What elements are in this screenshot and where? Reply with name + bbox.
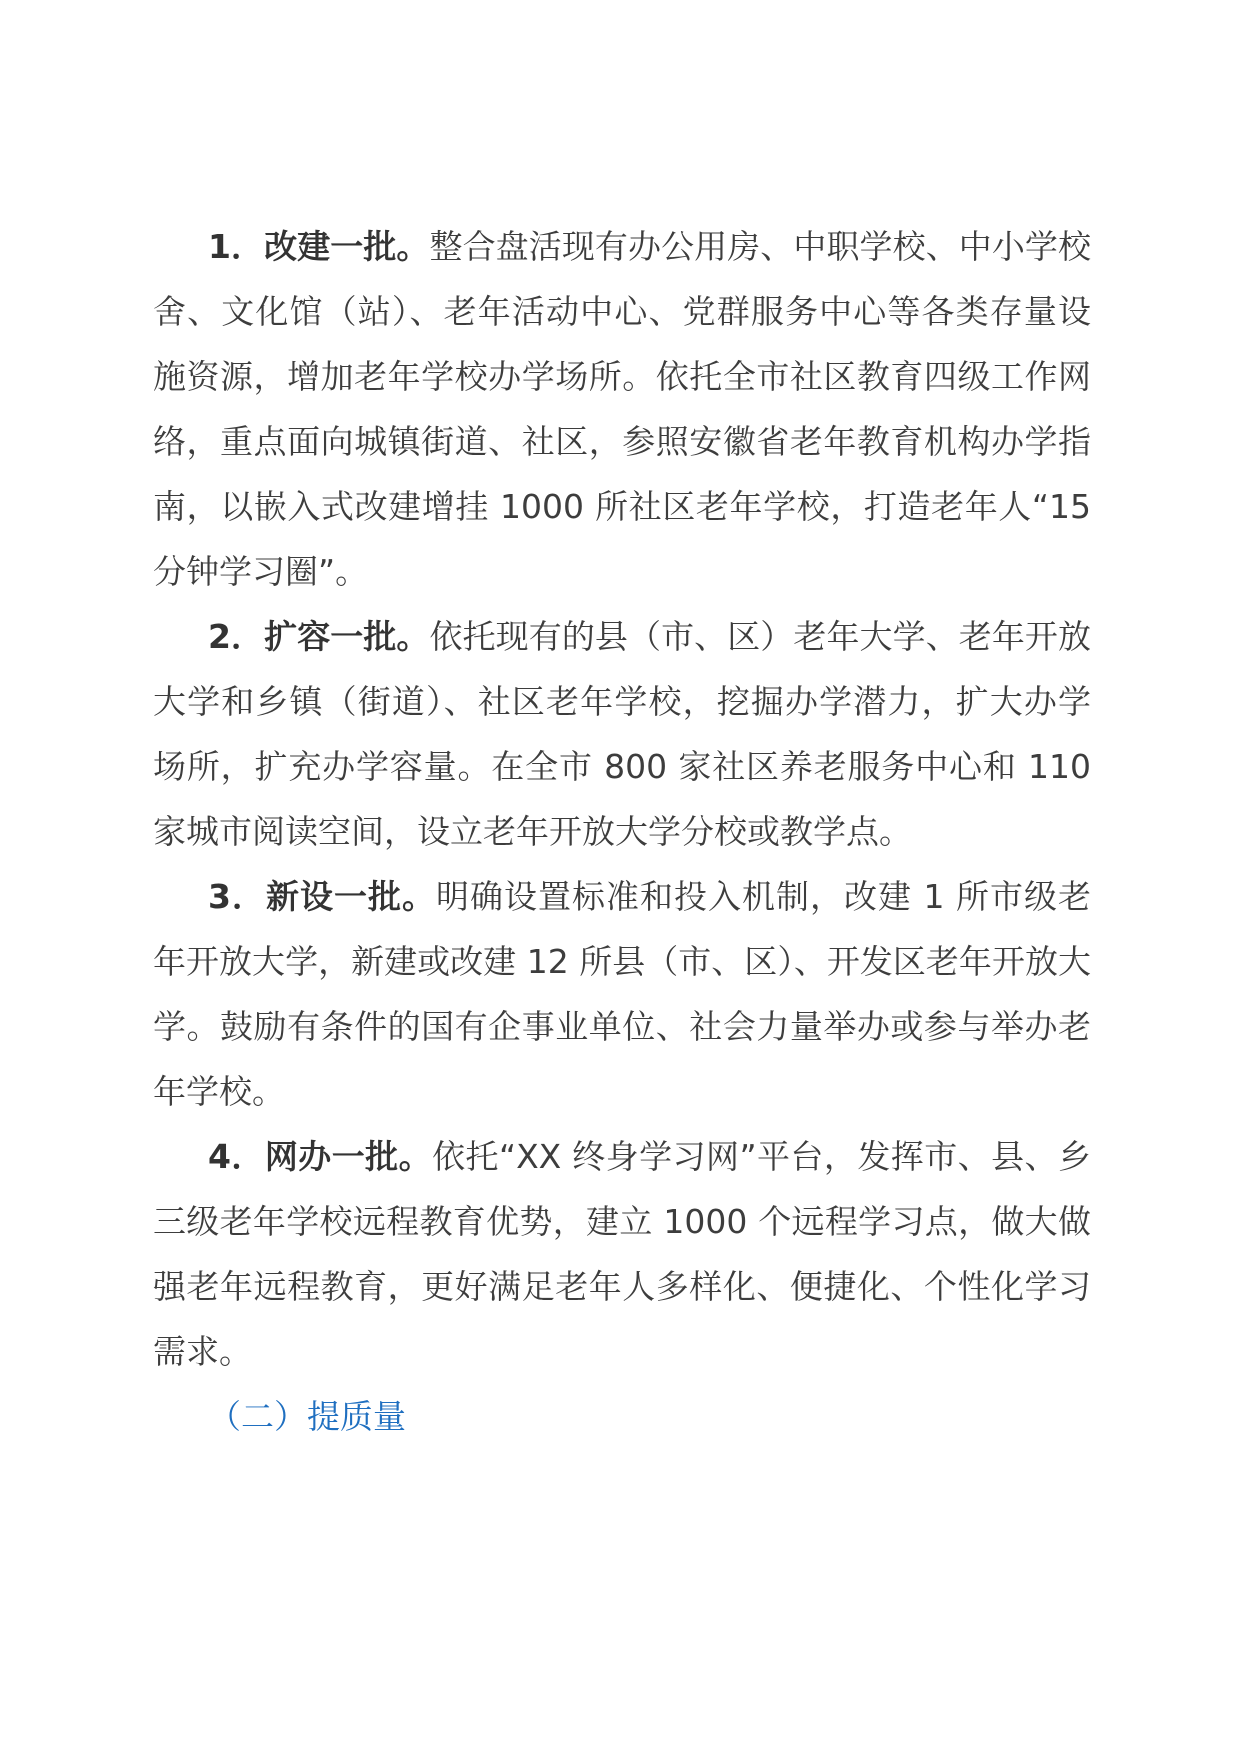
paragraph-online <box>153 1124 1091 1384</box>
document-body <box>153 214 1091 1449</box>
section-subheading: （二）提质量 <box>208 1397 406 1436</box>
paragraph-lead: 4．网办一批。 <box>208 1137 433 1176</box>
paragraph-lead: 2．扩容一批。 <box>208 617 430 656</box>
paragraph-new <box>153 864 1091 1124</box>
paragraph-lead: 3．新设一批。 <box>208 877 436 916</box>
paragraph-text: 整合盘活现有办公用房、中职学校、中小学校舍、文化馆（站）、老年活动中心、党群服务中心等各类存量设施资源，增加老年学校办学场所。依托全市社区教育四级工作网络，重点面向城镇街道、社区，参照安徽省老年教育机构办学指南，以嵌入式改建增挂 1000 所社区老年学校，打造老年人“15 分钟学习圈”。 <box>153 227 1091 591</box>
paragraph-text: 依托“XX 终身学习网”平台，发挥市、县、乡三级老年学校远程教育优势，建立 1000 个远程学习点，做大做强老年远程教育，更好满足老年人多样化、便捷化、个性化学习需求。 <box>153 1137 1091 1371</box>
paragraph-lead: 1．改建一批。 <box>208 227 430 266</box>
paragraph-rebuild <box>153 214 1091 604</box>
paragraph-text: 依托现有的县（市、区）老年大学、老年开放大学和乡镇（街道）、社区老年学校，挖掘办学潜力，扩大办学场所，扩充办学容量。在全市 800 家社区养老服务中心和 110 家城市阅读空间，设立老年开放大学分校或教学点。 <box>153 617 1091 851</box>
paragraph-text: 明确设置标准和投入机制，改建 1 所市级老年开放大学，新建或改建 12 所县（市、区）、开发区老年开放大学。鼓励有条件的国有企事业单位、社会力量举办或参与举办老年学校。 <box>153 877 1091 1111</box>
paragraph-expand <box>153 604 1091 864</box>
